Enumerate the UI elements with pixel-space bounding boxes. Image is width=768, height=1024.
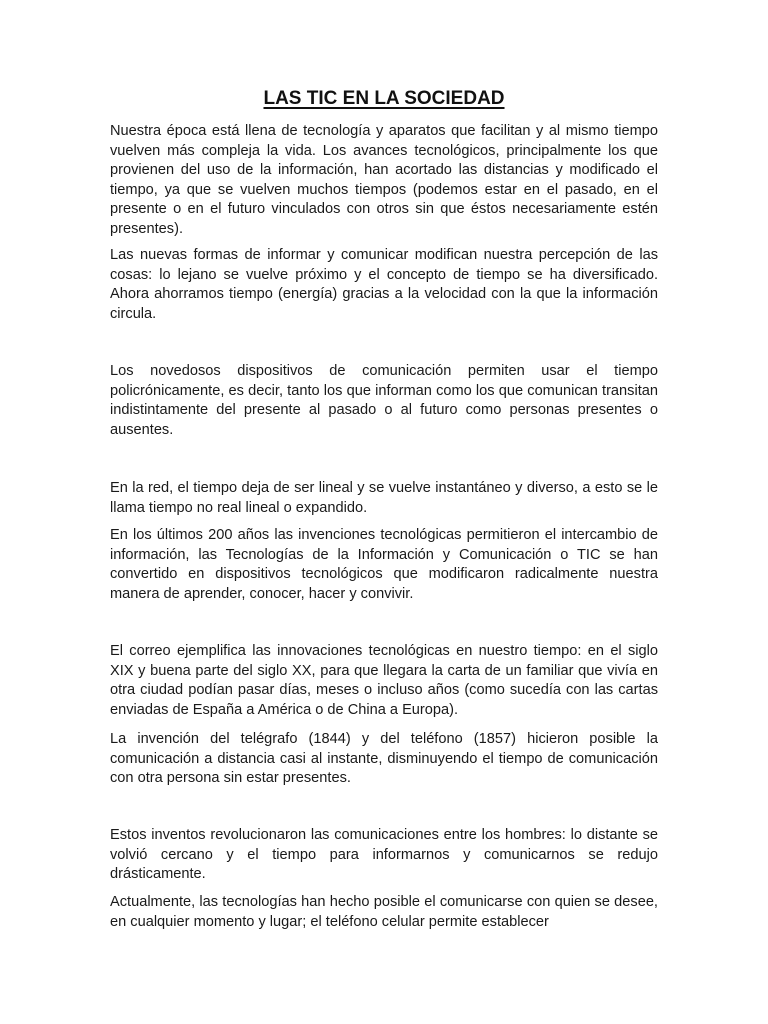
- paragraph-9: Actualmente, las tecnologías han hecho posible el comunicarse con quien se desee, en cualquier momento y lugar; el teléfono celular permite establecer: [110, 894, 658, 930]
- paragraph-3: Los novedosos dispositivos de comunicación permiten usar el tiempo policrónicamente, es decir, tanto los que informan como los que comunican transitan indistintamente del presente al pasado o al futuro como personas presentes o ausentes.: [110, 363, 658, 438]
- document-title: LAS TIC EN LA SOCIEDAD: [263, 88, 505, 109]
- paragraph-2: Las nuevas formas de informar y comunicar modifican nuestra percepción de las cosas: lo lejano se vuelve próximo y el concepto de tiempo se ha diversificado. Ahora ahorramos tiempo (energía) gracias a la velocidad con la que la información circula.: [110, 247, 658, 322]
- paragraph-5: En los últimos 200 años las invenciones tecnológicas permitieron el intercambio de información, las Tecnologías de la Información y Comunicación o TIC se han convertido en dispositivos tecnológicos que modificaron radicalmente nuestra manera de aprender, conocer, hacer y convivir.: [110, 527, 658, 602]
- paragraph-6: El correo ejemplifica las innovaciones tecnológicas en nuestro tiempo: en el siglo XIX y buena parte del siglo XX, para que llegara la carta de un familiar que vivía en otra ciudad podían pasar días, meses o incluso años (como sucedía con las cartas enviadas de España a América o de China a Europa).: [110, 643, 658, 718]
- paragraph-4: En la red, el tiempo deja de ser lineal y se vuelve instantáneo y diverso, a esto se le llama tiempo no real lineal o expandido.: [110, 480, 658, 516]
- paragraph-7: La invención del telégrafo (1844) y del teléfono (1857) hicieron posible la comunicación a distancia casi al instante, disminuyendo el tiempo de comunicación con otra persona sin estar presentes.: [110, 731, 658, 787]
- paragraph-8: Estos inventos revolucionaron las comunicaciones entre los hombres: lo distante se volvió cercano y el tiempo para informarnos y comunicarnos se redujo drásticamente.: [110, 827, 658, 883]
- paragraph-1: Nuestra época está llena de tecnología y aparatos que facilitan y al mismo tiempo vuelven más compleja la vida. Los avances tecnológicos, principalmente los que provienen del uso de la información, han acortado las distancias y modificado el tiempo, ya que se vuelven muchos tiempos (podemos estar en el pasado, en el presente o en el futuro vinculados con otros sin que éstos necesariamente estén presentes).: [110, 123, 658, 237]
